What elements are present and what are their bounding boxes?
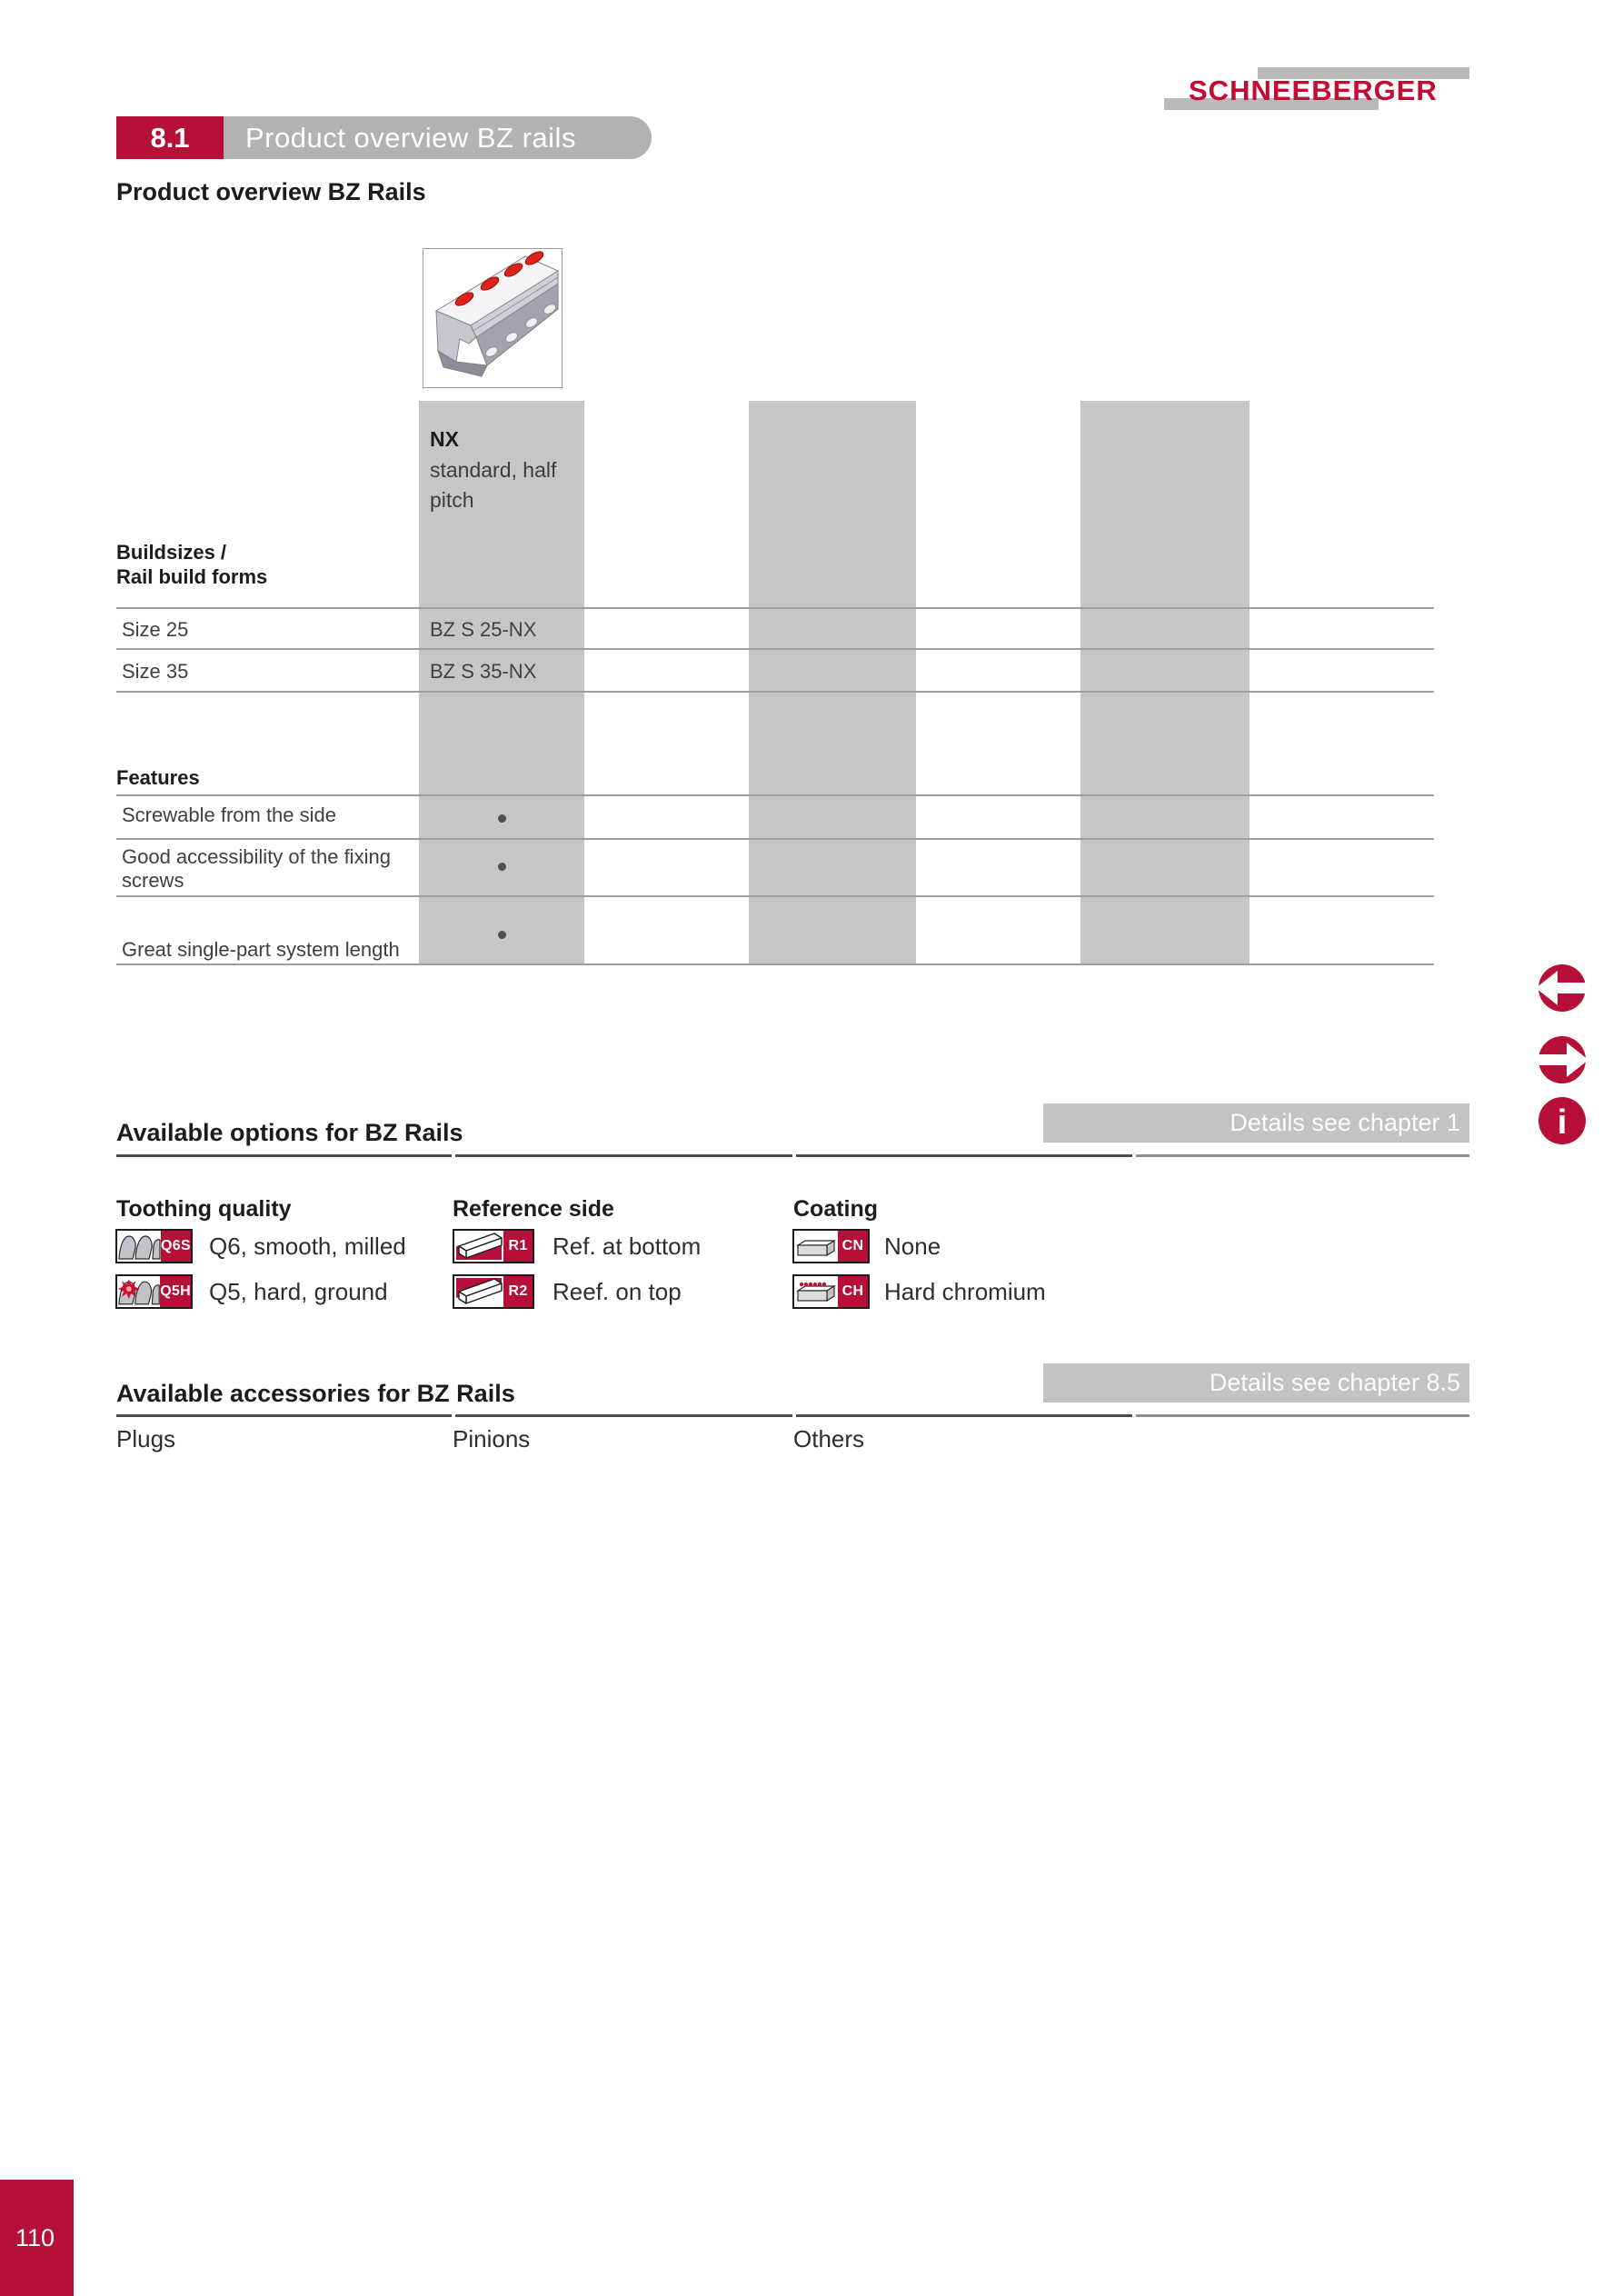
section-rule: [1136, 1154, 1469, 1157]
column-header-nx-desc-2: pitch: [430, 488, 474, 512]
feature-row-label: Great single-part system length: [122, 938, 400, 961]
table-divider: [116, 963, 1434, 965]
section-number-badge: 8.1: [116, 116, 224, 159]
r2-code: R2: [503, 1276, 533, 1307]
accessories-details-link[interactable]: Details see chapter 8.5: [1043, 1363, 1469, 1403]
group-title-coating: Coating: [793, 1196, 879, 1222]
accessories-col-pinions: Pinions: [453, 1425, 531, 1452]
q6s-code: Q6S: [161, 1231, 191, 1262]
table-group-header-line1: Buildsizes /: [116, 541, 227, 564]
options-heading: Available options for BZ Rails: [116, 1119, 463, 1146]
product-image-nx-rail: [423, 248, 563, 388]
section-rule: [796, 1154, 1132, 1157]
q5h-label: Q5, hard, ground: [209, 1278, 388, 1305]
table-column-2-empty: [749, 401, 916, 963]
q6s-icon: [115, 1229, 193, 1263]
coating-none-glyph: [794, 1231, 838, 1262]
svg-text:i: i: [1557, 1103, 1568, 1142]
q5h-icon: [115, 1274, 193, 1309]
group-title-toothing-quality: Toothing quality: [116, 1196, 292, 1222]
group-title-reference-side: Reference side: [453, 1196, 614, 1222]
feature-bullet-nx: [498, 863, 506, 871]
section-rule: [116, 1414, 452, 1417]
table-group-header: [116, 540, 267, 589]
section-title-pill: Product overview BZ rails: [224, 116, 652, 159]
cn-code: CN: [838, 1231, 868, 1262]
r1-label: Ref. at bottom: [553, 1233, 702, 1260]
reference-top-glyph: [454, 1276, 503, 1307]
info-icon[interactable]: [1535, 1096, 1589, 1145]
accessories-heading: Available accessories for BZ Rails: [116, 1380, 515, 1407]
r2-label: Reef. on top: [553, 1278, 682, 1305]
table-divider: [116, 895, 1434, 897]
table-divider: [116, 794, 1434, 796]
ch-label: Hard chromium: [884, 1278, 1046, 1305]
table-divider: [116, 838, 1434, 840]
table-column-3-empty: [1080, 401, 1250, 963]
nav-forward-icon[interactable]: [1535, 1035, 1589, 1084]
section-rule: [455, 1154, 792, 1157]
rail-3d-illustration: [423, 249, 562, 387]
r1-code: R1: [503, 1231, 533, 1262]
page-number: 110: [0, 2180, 74, 2296]
accessories-col-others: Others: [793, 1425, 865, 1452]
column-header-nx-desc-1: standard, half: [430, 458, 557, 482]
table-divider: [116, 648, 1434, 650]
r1-icon: [453, 1229, 534, 1263]
size-row-nx-value: BZ S 25-NX: [430, 618, 537, 641]
cn-label: None: [884, 1233, 941, 1260]
features-heading: Features: [116, 766, 200, 789]
coating-hard-chromium-glyph: [794, 1276, 838, 1307]
ch-icon: [792, 1274, 870, 1309]
toothing-ground-glyph: [117, 1276, 160, 1307]
ch-code: CH: [838, 1276, 868, 1307]
size-row-label: Size 25: [122, 618, 189, 641]
section-rule: [455, 1414, 792, 1417]
column-header-nx: NX: [430, 427, 459, 451]
schneeberger-logo: SCHNEEBERGER: [1189, 75, 1438, 106]
q5h-code: Q5H: [160, 1276, 191, 1307]
accessories-col-plugs: Plugs: [116, 1425, 176, 1452]
feature-row-label: Good accessibility of the fixing screws: [122, 845, 391, 892]
nav-back-icon[interactable]: [1535, 963, 1589, 1013]
q6s-label: Q6, smooth, milled: [209, 1233, 406, 1260]
cn-icon: [792, 1229, 870, 1263]
table-divider: [116, 607, 1434, 609]
r2-icon: [453, 1274, 534, 1309]
options-details-link[interactable]: Details see chapter 1: [1043, 1103, 1469, 1143]
table-group-header-line2: Rail build forms: [116, 565, 268, 588]
page-subtitle: Product overview BZ Rails: [116, 178, 426, 205]
size-row-nx-value: BZ S 35-NX: [430, 660, 537, 683]
reference-bottom-glyph: [454, 1231, 503, 1262]
toothing-smooth-glyph: [117, 1231, 161, 1262]
size-row-label: Size 35: [122, 660, 189, 683]
feature-bullet-nx: [498, 931, 506, 939]
section-rule: [796, 1414, 1132, 1417]
section-rule: [116, 1154, 452, 1157]
feature-row-label: Screwable from the side: [122, 804, 336, 826]
table-divider: [116, 691, 1434, 693]
section-rule: [1136, 1414, 1469, 1417]
feature-bullet-nx: [498, 814, 506, 823]
